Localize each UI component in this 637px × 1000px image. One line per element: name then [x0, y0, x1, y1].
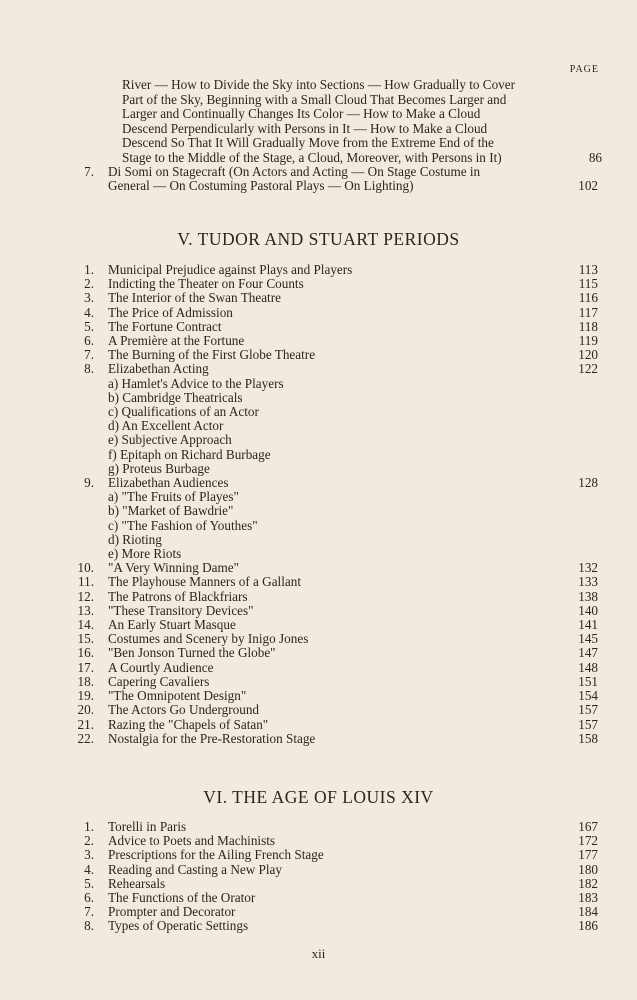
entry-number: [0, 419, 108, 433]
toc-entry: [0, 306, 598, 320]
entry-title: "A Very Winning Dame": [108, 560, 239, 576]
page-number: 184: [578, 904, 598, 920]
page-number: 128: [578, 475, 598, 491]
continued-line: Part of the Sky, Beginning with a Small Cloud That Becomes Larger and: [122, 91, 507, 107]
entry-title: Reading and Casting a New Play: [108, 861, 282, 877]
page-number: [558, 391, 598, 405]
entry-title: Razing the "Chapels of Satan": [108, 716, 269, 732]
toc-entry: [0, 362, 598, 376]
entry-title: Elizabethan Audiences: [108, 475, 229, 491]
continued-entry: [122, 77, 602, 166]
toc-subentry: [0, 419, 598, 433]
page-number: [558, 433, 598, 447]
entry-number: [0, 547, 108, 561]
entry-number: 21.: [77, 716, 94, 732]
toc-entry: [0, 632, 598, 646]
page-number: 141: [578, 617, 598, 633]
entry-number: 1.: [84, 819, 94, 834]
entry-number: [0, 490, 108, 504]
entry-title: Prescriptions for the Ailing French Stage: [108, 847, 324, 863]
entry-title: The Burning of the First Globe Theatre: [108, 347, 316, 363]
toc-entry: [0, 834, 598, 848]
toc-subentry: [0, 405, 598, 419]
continued-line: River — How to Divide the Sky into Sections — How Gradually to Cover: [122, 77, 516, 92]
entry-number: 19.: [77, 688, 94, 704]
entry-number: 18.: [77, 673, 94, 689]
entry-title: "Ben Jonson Turned the Globe": [108, 645, 276, 661]
section-heading: V. TUDOR AND STUART PERIODS: [177, 229, 460, 249]
entry-number: 14.: [77, 617, 94, 633]
page-number: 116: [578, 290, 598, 306]
entry-title: e) More Riots: [108, 546, 182, 562]
entry-title: e) Subjective Approach: [108, 432, 232, 448]
toc-entry: [0, 590, 598, 604]
entry-number: 6.: [84, 890, 94, 906]
page-number: 138: [578, 588, 598, 604]
toc-subentry: [0, 547, 598, 561]
entry-title-line: Di Somi on Stagecraft (On Actors and Acting — On Stage Costume in: [108, 164, 481, 179]
entry-title: [108, 165, 558, 193]
page-number: [558, 533, 598, 547]
continued-line: Stage to the Middle of the Stage, a Cloud, Moreover, with Persons in It): [122, 149, 502, 165]
toc-subentry: [0, 490, 598, 504]
page-number: [558, 504, 598, 518]
page-number: [558, 519, 598, 533]
entry-title: Capering Cavaliers: [108, 673, 210, 689]
page-number: 132: [578, 560, 598, 576]
continued-line: Larger and Continually Changes Its Color — How to Make a Cloud: [122, 106, 481, 122]
page-number: 115: [578, 276, 598, 292]
page-number: 145: [578, 631, 598, 647]
entry-title: A Courtly Audience: [108, 659, 214, 675]
page-number: [558, 448, 598, 462]
page-number: 177: [578, 847, 598, 863]
entry-title: Advice to Poets and Machinists: [108, 833, 276, 849]
page-number: 86: [588, 149, 602, 165]
entry-title: Municipal Prejudice against Plays and Players: [108, 262, 353, 277]
entry-title: c) "The Fashion of Youthes": [108, 517, 258, 533]
toc-subentry: [0, 519, 598, 533]
entry-number: 7.: [84, 164, 94, 179]
page-number: 172: [578, 833, 598, 849]
entry-title: b) "Market of Bawdrie": [108, 503, 234, 519]
entry-title: A Première at the Fortune: [108, 333, 245, 349]
entry-title: Rehearsals: [108, 875, 166, 891]
entry-number: 16.: [77, 645, 94, 661]
page-number: [558, 462, 598, 476]
toc-subentry: [0, 462, 598, 476]
page-number: 118: [578, 318, 598, 334]
page-number: [558, 490, 598, 504]
page-number: 147: [578, 645, 598, 661]
page-number: 183: [578, 890, 598, 906]
entry-number: 2.: [84, 833, 94, 849]
page-number: 140: [578, 602, 598, 618]
entry-number: [0, 391, 108, 405]
toc-entry: [0, 334, 598, 348]
entry-title: The Playhouse Manners of a Gallant: [108, 574, 301, 590]
toc-entry: [0, 919, 598, 933]
entry-title: "These Transitory Devices": [108, 602, 254, 618]
toc-subentry: [0, 433, 598, 447]
entry-number: 20.: [77, 702, 94, 718]
entry-title-line: General — On Costuming Pastoral Plays — On Lighting): [108, 178, 414, 194]
entry-title: Elizabethan Acting: [108, 361, 209, 377]
entry-title: f) Epitaph on Richard Burbage: [108, 446, 271, 462]
entry-title: The Interior of the Swan Theatre: [108, 290, 281, 306]
page-number: 157: [578, 702, 598, 718]
entry-title: a) "The Fruits of Playes": [108, 489, 239, 505]
toc-entry: [0, 575, 598, 589]
page-number: 167: [578, 819, 598, 834]
page-number: [558, 419, 598, 433]
page-number: [558, 547, 598, 561]
entry-title: d) An Excellent Actor: [108, 418, 224, 434]
entry-number: 22.: [77, 730, 94, 746]
entry-title: The Functions of the Orator: [108, 890, 256, 906]
continued-line: Descend Perpendicularly with Persons in It — How to Make a Cloud: [122, 120, 488, 136]
entry-title: b) Cambridge Theatricals: [108, 389, 243, 405]
page-number: 133: [578, 574, 598, 590]
toc-entry: [0, 905, 598, 919]
section-5-list: [0, 263, 598, 746]
entry-number: 15.: [77, 631, 94, 647]
page-number: 154: [578, 688, 598, 704]
entry-title: Types of Operatic Settings: [108, 918, 249, 934]
toc-entry: [0, 820, 598, 834]
entry-number: [0, 405, 108, 419]
entry-number: [0, 519, 108, 533]
folio: xii: [311, 946, 326, 961]
page-number: 186: [578, 918, 598, 934]
entry-number: 2.: [84, 276, 94, 292]
toc-entry: [0, 291, 598, 305]
toc-subentry: [0, 504, 598, 518]
entry-number: 13.: [77, 602, 94, 618]
entry-title: Indicting the Theater on Four Counts: [108, 276, 304, 292]
continued-line: Descend So That It Will Gradually Move from the Extreme End of the: [122, 135, 494, 151]
entry-title: The Fortune Contract: [108, 318, 222, 334]
entry-number: [0, 433, 108, 447]
page-number: 113: [578, 262, 598, 277]
entry-number: [0, 504, 108, 518]
entry-title: c) Qualifications of an Actor: [108, 404, 259, 420]
toc-entry: [0, 263, 598, 277]
page-number: 157: [578, 716, 598, 732]
entry-number: 4.: [84, 304, 94, 320]
page-number: 180: [578, 861, 598, 877]
toc-entry: [0, 848, 598, 862]
entry-title: d) Rioting: [108, 531, 162, 547]
toc-entry: [0, 689, 598, 703]
entry-title: Nostalgia for the Pre-Restoration Stage: [108, 730, 316, 746]
toc-entry: [0, 877, 598, 891]
entry-number: 12.: [77, 588, 94, 604]
toc-subentry: [0, 377, 598, 391]
toc-subentry: [0, 448, 598, 462]
page-number: 120: [578, 347, 598, 363]
entry-title: The Patrons of Blackfriars: [108, 588, 248, 604]
toc-entry: [0, 561, 598, 575]
entry-number: 5.: [84, 318, 94, 334]
toc-entry: [0, 320, 598, 334]
toc-entry: [0, 891, 598, 905]
toc-entry: [0, 646, 598, 660]
page-number: 122: [578, 361, 598, 377]
toc-entry: [0, 277, 598, 291]
entry-number: 7.: [84, 347, 94, 363]
entry-number: 6.: [84, 333, 94, 349]
page-number: 148: [578, 659, 598, 675]
entry-title: An Early Stuart Masque: [108, 617, 236, 633]
toc-entry: [0, 618, 598, 632]
entry-title: "The Omnipotent Design": [108, 688, 247, 704]
entry-number: [0, 533, 108, 547]
toc-entry: [0, 732, 598, 746]
toc-entry: [0, 718, 598, 732]
entry-title: Torelli in Paris: [108, 819, 187, 834]
entry-number: 11.: [78, 574, 94, 590]
toc-subentry: [0, 533, 598, 547]
entry-number: 4.: [84, 861, 94, 877]
entry-number: [0, 377, 108, 391]
entry-title: Costumes and Scenery by Inigo Jones: [108, 631, 309, 647]
entry-number: 8.: [84, 918, 94, 934]
entry-number: 17.: [77, 659, 94, 675]
page-number: 158: [578, 730, 598, 746]
toc-entry: [0, 703, 598, 717]
entry-title: g) Proteus Burbage: [108, 460, 210, 476]
page-number: [558, 377, 598, 391]
entry-number: 5.: [84, 875, 94, 891]
toc-entry: [0, 165, 598, 193]
toc-entry: [0, 604, 598, 618]
entry-number: 3.: [84, 847, 94, 863]
entry-number: 10.: [77, 560, 94, 576]
entry-number: 1.: [84, 262, 94, 277]
entry-number: 8.: [84, 361, 94, 377]
entry-number: 9.: [84, 475, 94, 491]
toc-entry: [0, 476, 598, 490]
page-number: [558, 405, 598, 419]
entry-number: 3.: [84, 290, 94, 306]
toc-entry: [0, 348, 598, 362]
page-number: 102: [578, 178, 598, 194]
entry-number: [0, 448, 108, 462]
toc-entry: [0, 675, 598, 689]
entry-title: Prompter and Decorator: [108, 904, 236, 920]
entry-title: a) Hamlet's Advice to the Players: [108, 375, 284, 391]
section-6-list: [0, 820, 598, 934]
entry-title: The Price of Admission: [108, 304, 233, 320]
page-number: 117: [578, 304, 598, 320]
page-number: 119: [578, 333, 598, 349]
page-number: 151: [578, 673, 598, 689]
page-number: 182: [578, 875, 598, 891]
toc-entry: [0, 863, 598, 877]
entry-number: 7.: [84, 904, 94, 920]
section-heading: VI. THE AGE OF LOUIS XIV: [203, 787, 434, 807]
toc-entry: [0, 661, 598, 675]
entry-number: [0, 462, 108, 476]
toc-subentry: [0, 391, 598, 405]
entry-title: The Actors Go Underground: [108, 702, 260, 718]
page-column-header: PAGE: [569, 64, 599, 75]
